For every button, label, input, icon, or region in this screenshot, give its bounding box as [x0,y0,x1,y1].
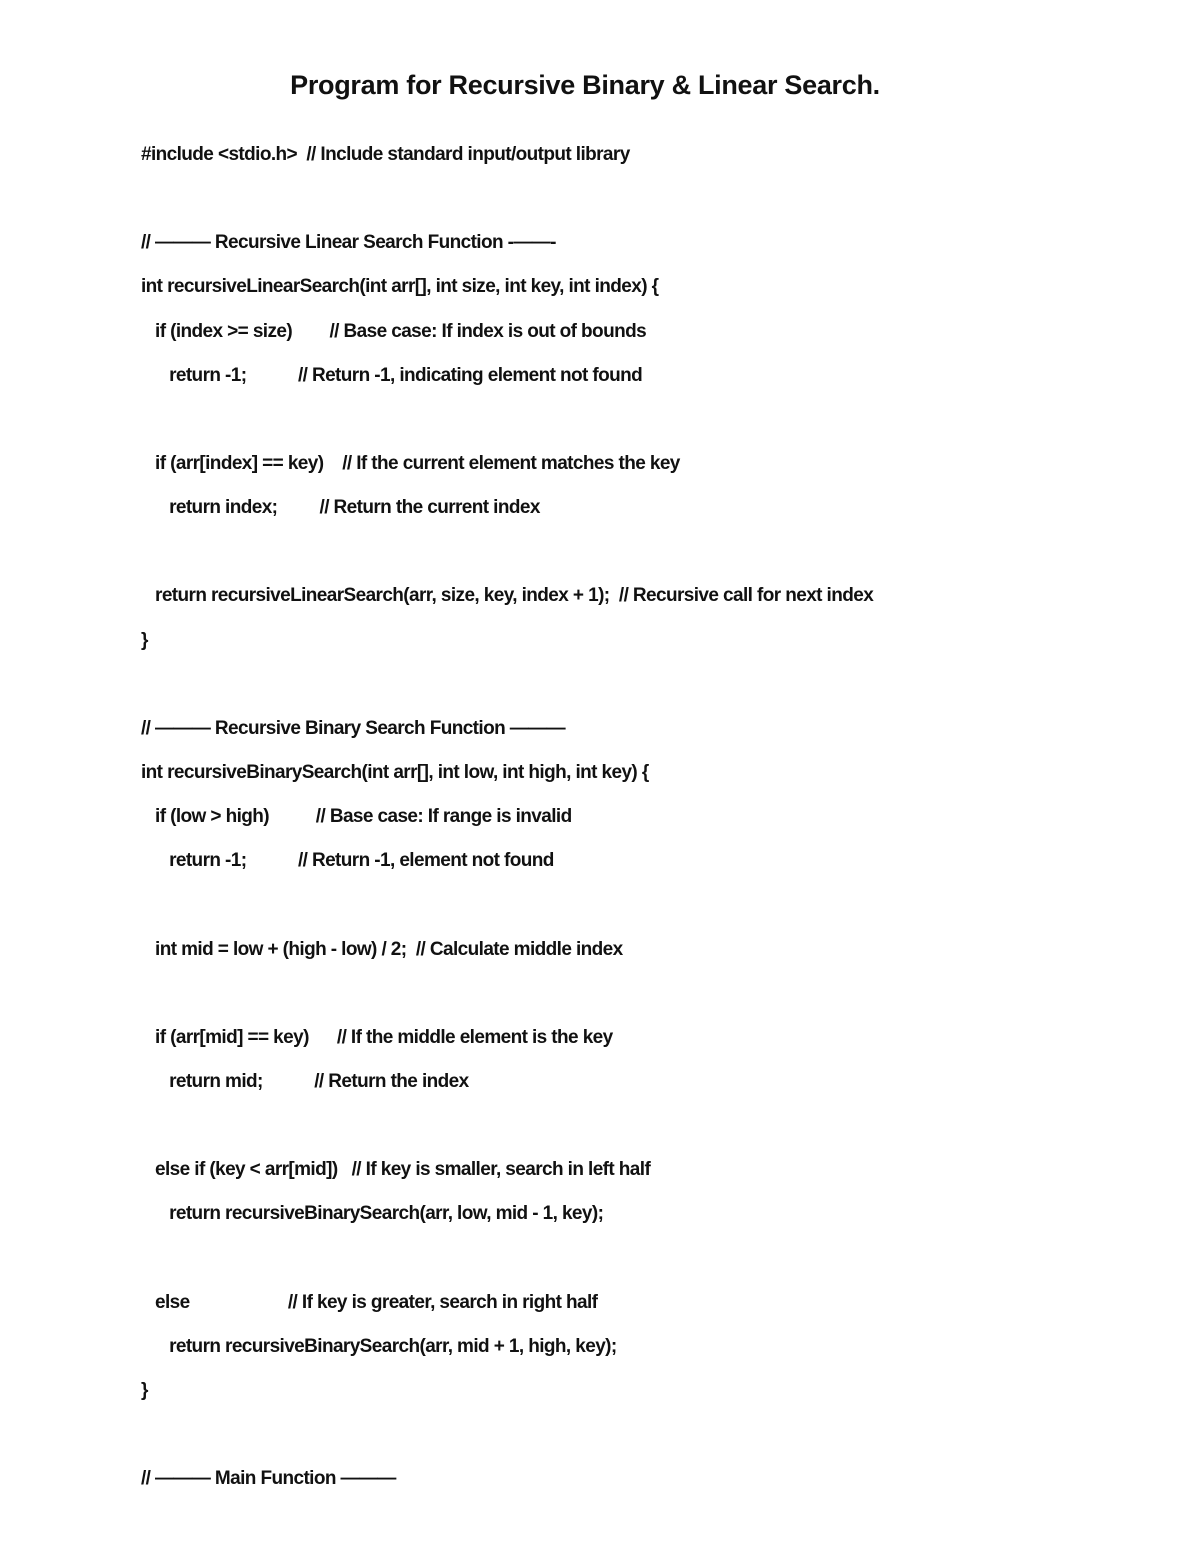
code-line [141,626,1141,670]
code-line [141,1464,1141,1508]
code-text: return recursiveBinarySearch(arr, low, mid - 1, key); [141,1203,604,1225]
code-text: return recursiveBinarySearch(arr, mid + 1, high, key); [141,1335,617,1357]
code-comment: // If key is smaller, search in left half [351,1159,651,1181]
code-text: } [141,629,148,651]
code-text: if (index >= size) [141,320,330,342]
code-text: int recursiveLinearSearch(int arr[], int size, int key, int index) { [141,276,659,298]
code-comment: // Calculate middle index [415,938,623,960]
code-line [141,449,1141,493]
code-line [141,184,1141,228]
code-comment: // If the current element matches the key [342,452,680,474]
code-line [141,1111,1141,1155]
code-text: return mid; [141,1070,315,1092]
code-line [141,670,1141,714]
code-line [141,1199,1141,1243]
code-line [141,140,1141,184]
code-line [141,1376,1141,1420]
code-text: #include <stdio.h> [141,144,307,165]
code-text: if (arr[mid] == key) [141,1026,337,1048]
code-comment: // ——— Recursive Binary Search Function ——— [141,717,565,739]
code-line [141,979,1141,1023]
code-line [141,1067,1141,1111]
code-line [141,935,1141,979]
code-text: } [141,1379,148,1401]
code-line [141,537,1141,581]
code-text: int mid = low + (high - low) / 2; [141,938,416,960]
code-line [141,758,1141,802]
code-line [141,1332,1141,1376]
code-text: return -1; [141,850,298,872]
code-comment: // Return -1, indicating element not found [297,364,643,386]
code-comment: // ——— Recursive Linear Search Function -——- [141,232,556,254]
code-text: return recursiveLinearSearch(arr, size, key, index + 1); [141,585,619,607]
code-comment: // Base case: If index is out of bounds [329,320,647,342]
code-comment: // If the middle element is the key [336,1026,613,1048]
code-line [141,317,1141,361]
code-line [141,272,1141,316]
code-comment: // Recursive call for next index [618,585,874,607]
code-comment: // Base case: If range is invalid [315,806,572,828]
code-line [141,1023,1141,1067]
code-line [141,361,1141,405]
code-line [141,802,1141,846]
code-line [141,1288,1141,1332]
code-text: return index; [141,497,320,519]
code-text: if (arr[index] == key) [141,452,343,474]
code-comment: // Return the index [314,1070,469,1092]
code-line [141,228,1141,272]
code-text: int recursiveBinarySearch(int arr[], int low, int high, int key) { [141,761,649,783]
code-line [141,405,1141,449]
code-line [141,581,1141,625]
page-title: Program for Recursive Binary & Linear Search. [290,70,880,100]
code-text: else [141,1291,288,1313]
code-line [141,846,1141,890]
code-line [141,1244,1141,1288]
code-line [141,1420,1141,1464]
code-line [141,714,1141,758]
code-line [141,1155,1141,1199]
code-comment: // ——— Main Function ——— [141,1468,396,1490]
code-line [141,890,1141,934]
code-comment: // Include standard input/output library [306,144,630,165]
code-listing [141,140,1141,1508]
code-text: else if (key < arr[mid]) [141,1159,352,1181]
code-text: return -1; [141,364,298,386]
code-comment: // Return the current index [319,497,540,519]
code-text: if (low > high) [141,806,316,828]
code-comment: // Return -1, element not found [297,850,554,872]
code-comment: // If key is greater, search in right half [287,1291,598,1313]
code-line [141,493,1141,537]
